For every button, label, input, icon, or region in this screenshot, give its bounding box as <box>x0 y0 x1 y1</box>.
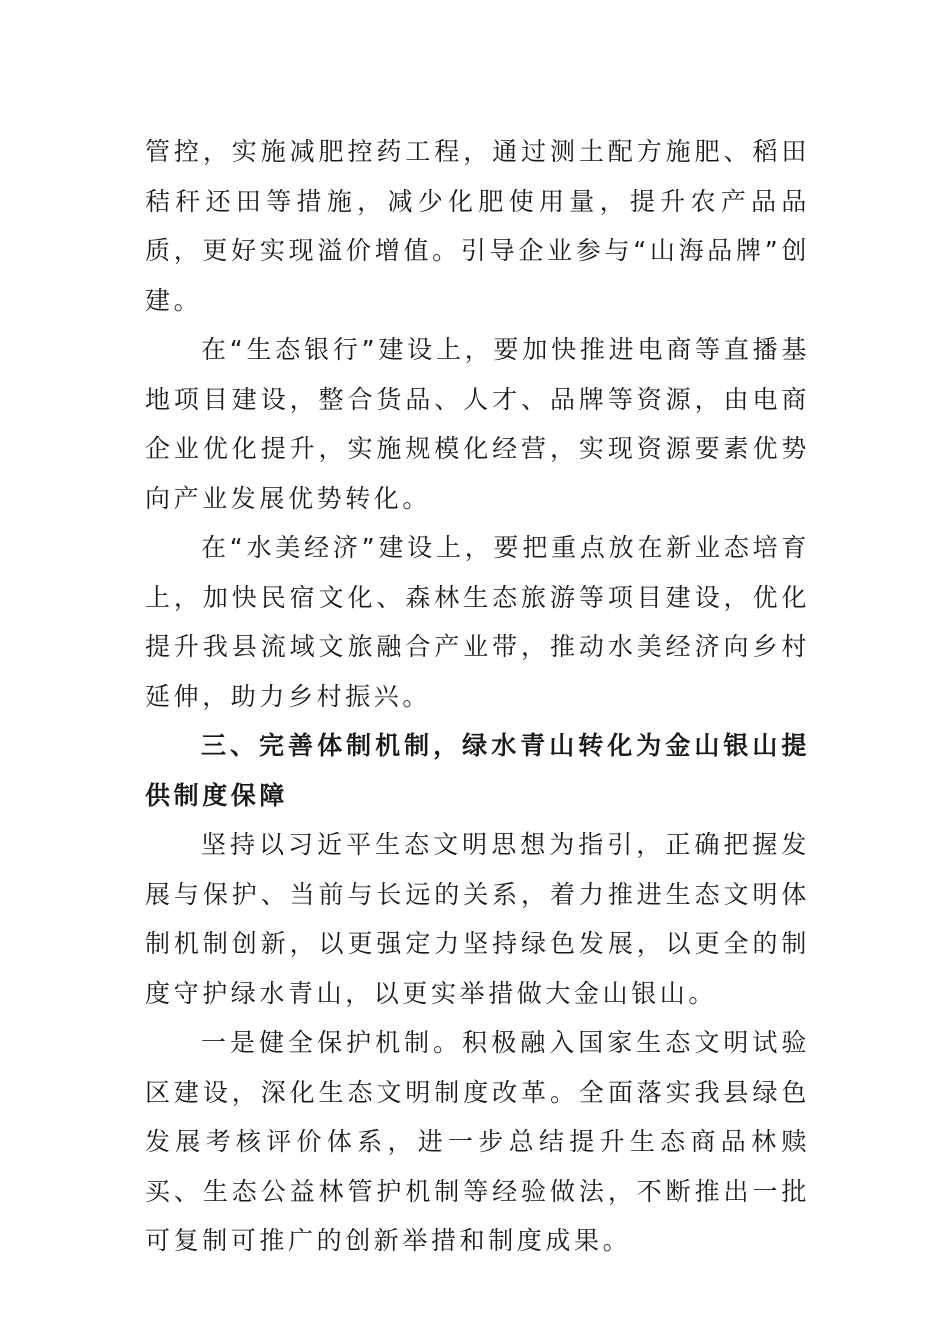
paragraph-protection-mechanism: 一是健全保护机制。积极融入国家生态文明试验区建设，深化生态文明制度改革。全面落实我县绿色发展考核评价体系，进一步总结提升生态商品林赎买、生态公益林管护机制等经验做法，不断推出一批可复制可推广的创新举措和制度成果。 <box>145 1028 810 1255</box>
paragraph-ecological-bank: 在“生态银行”建设上，要加快推进电商等直播基地项目建设，整合货品、人才、品牌等资源，由电商企业优化提升，实施规模化经营，实现资源要素优势向产业发展优势转化。 <box>145 335 810 513</box>
paragraph-water-economy: 在“水美经济”建设上，要把重点放在新业态培育上，加快民宿文化、森林生态旅游等项目建设，优化提升我县流域文旅融合产业带，推动水美经济向乡村延伸，助力乡村振兴。 <box>145 533 810 711</box>
document-body <box>145 127 810 1266</box>
paragraph-guiding-principle: 坚持以习近平生态文明思想为指引，正确把握发展与保护、当前与长远的关系，着力推进生态文明体制机制创新，以更强定力坚持绿色发展，以更全的制度守护绿水青山，以更实举措做大金山银山。 <box>145 830 810 1008</box>
paragraph-continued: 管控，实施减肥控药工程，通过测土配方施肥、稻田秸秆还田等措施，减少化肥使用量，提升农产品品质，更好实现溢价增值。引导企业参与“山海品牌”创建。 <box>145 137 810 315</box>
section-heading-3: 三、完善体制机制，绿水青山转化为金山银山提供制度保障 <box>145 731 810 810</box>
